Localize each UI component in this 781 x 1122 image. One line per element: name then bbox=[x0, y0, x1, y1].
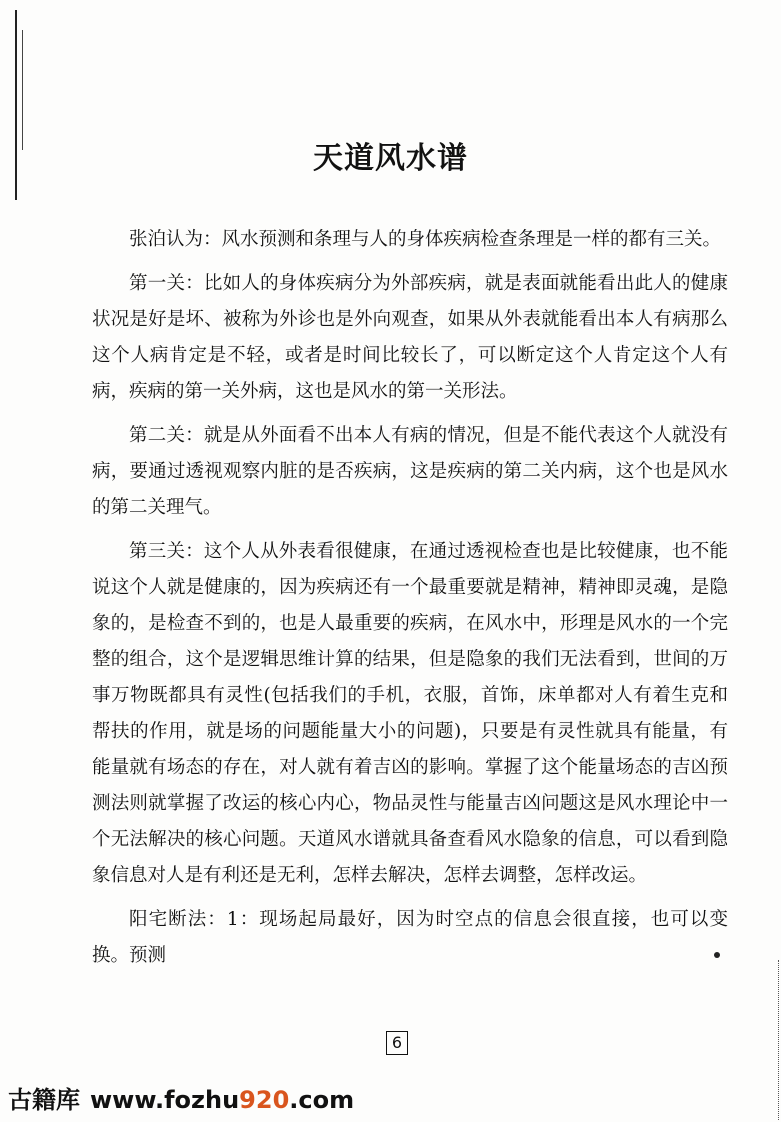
paragraph-yang-house-method: 阳宅断法：1：现场起局最好，因为时空点的信息会很直接，也可以变换。预测 bbox=[92, 909, 728, 966]
scan-edge-marks bbox=[766, 960, 779, 1120]
paragraph-second-gate: 第二关：就是从外面看不出本人有病的情况，但是不能代表这个人就没有病，要通过透视观察内脏的是否疾病，这是疾病的第二关内病，这个也是风水的第二关理气。 bbox=[92, 425, 728, 518]
paragraph-first-gate: 第一关：比如人的身体疾病分为外部疾病，就是表面就能看出此人的健康状况是好是坏、被称为外诊也是外向观查，如果从外表就能看出本人有病那么这个人病肯定是不轻，或者是时间比较长了，可以断定这个人肯定这个人有病，疾病的第一关外病，这也是风水的第一关形法。 bbox=[92, 273, 728, 402]
page-number: 6 bbox=[386, 1031, 408, 1055]
ink-spot bbox=[714, 952, 720, 958]
watermark-url-digits: 920 bbox=[239, 1086, 290, 1114]
document-body bbox=[92, 222, 728, 974]
site-watermark bbox=[8, 1080, 354, 1115]
paragraph-third-gate: 第三关：这个人从外表看很健康，在通过透视检查也是比较健康，也不能说这个人就是健康的，因为疾病还有一个最重要就是精神，精神即灵魂，是隐象的，是检查不到的，也是人最重要的疾病，在风水中，形理是风水的一个完整的组合，这个是逻辑思维计算的结果，但是隐象的我们无法看到，世间的万事万物既都具有灵性(包括我们的手机，衣服，首饰，床单都对人有着生克和帮扶的作用，就是场的问题能量大小的问题)，只要是有灵性就具有能量，有能量就有场态的存在，对人就有着吉凶的影响。掌握了这个能量场态的吉凶预测法则就掌握了改运的核心内心，物品灵性与能量吉凶问题这是风水理论中一个无法解决的核心问题。天道风水谱就具备查看风水隐象的信息，可以看到隐象信息对人是有利还是无利，怎样去解决，怎样去调整，怎样改运。 bbox=[92, 541, 728, 886]
paragraph-intro: 张泊认为：风水预测和条理与人的身体疾病检查条理是一样的都有三关。 bbox=[129, 229, 722, 250]
watermark-brand: 古籍库 bbox=[8, 1086, 80, 1114]
watermark-url-prefix: www.fozhu bbox=[90, 1086, 240, 1114]
page-title: 天道风水谱 bbox=[313, 141, 468, 176]
watermark-url-suffix: .com bbox=[289, 1086, 355, 1114]
binding-edge-line-secondary bbox=[22, 30, 23, 150]
